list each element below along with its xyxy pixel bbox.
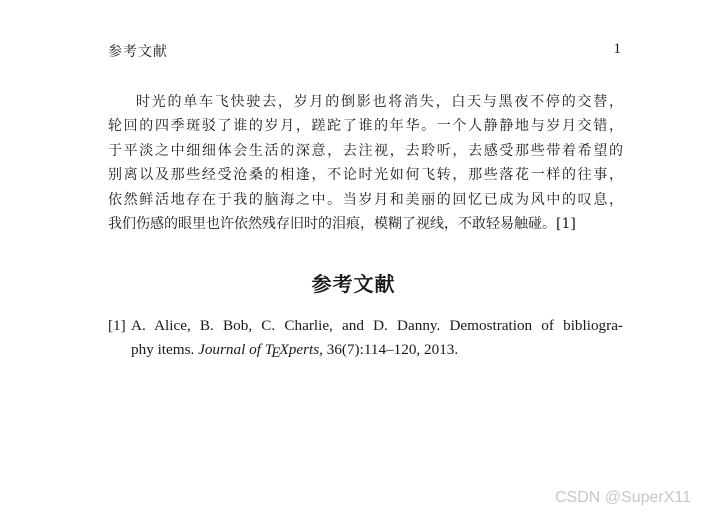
paragraph-line: 依然鲜活地存在于我的脑海之中。当岁月和美丽的回忆已成为风中的叹息， [108, 191, 623, 208]
paragraph-line: 别离以及那些经受沧桑的相逢，不论时光如何飞转，那些落花一样的往事， [108, 167, 623, 184]
bibliography-suffix: , 36(7):114–120, 2013. [319, 341, 459, 358]
bibliography-text [131, 314, 623, 362]
body-paragraph [108, 90, 623, 236]
bibliography-label: [1] [108, 317, 126, 334]
bibliography-prefix: phy items. [131, 341, 199, 358]
journal-name [198, 341, 320, 361]
paragraph-line: 轮回的四季斑驳了谁的岁月，蹉跎了谁的年华。一个人静静地与岁月交错， [108, 118, 623, 135]
journal-name-part: Xperts [279, 341, 320, 358]
watermark: CSDN @SuperX11 [555, 489, 691, 506]
paragraph-line: 于平淡之中细细体会生活的深意，去注视，去聆听，去感受那些带着希望的 [108, 142, 623, 159]
journal-name-part: Journal of T [198, 341, 274, 358]
paragraph-line: 时光的单车飞快驶去，岁月的倒影也将消失，白天与黑夜不停的交替， [136, 94, 623, 110]
running-header-title: 参考文献 [108, 44, 168, 60]
bibliography-line [131, 338, 623, 362]
page-number: 1 [613, 41, 621, 57]
references-heading: 参考文献 [311, 272, 396, 296]
bibliography-line: A. Alice, B. Bob, C. Charlie, and D. Danny. Demostration of bibliogra- [131, 317, 623, 334]
paragraph-line: 我们伤感的眼里也许依然残存旧时的泪痕，模糊了视线，不敢轻易触碰。[1] [108, 216, 576, 233]
journal-name-lowered-e: E [271, 344, 281, 361]
bibliography-entry [108, 314, 623, 362]
